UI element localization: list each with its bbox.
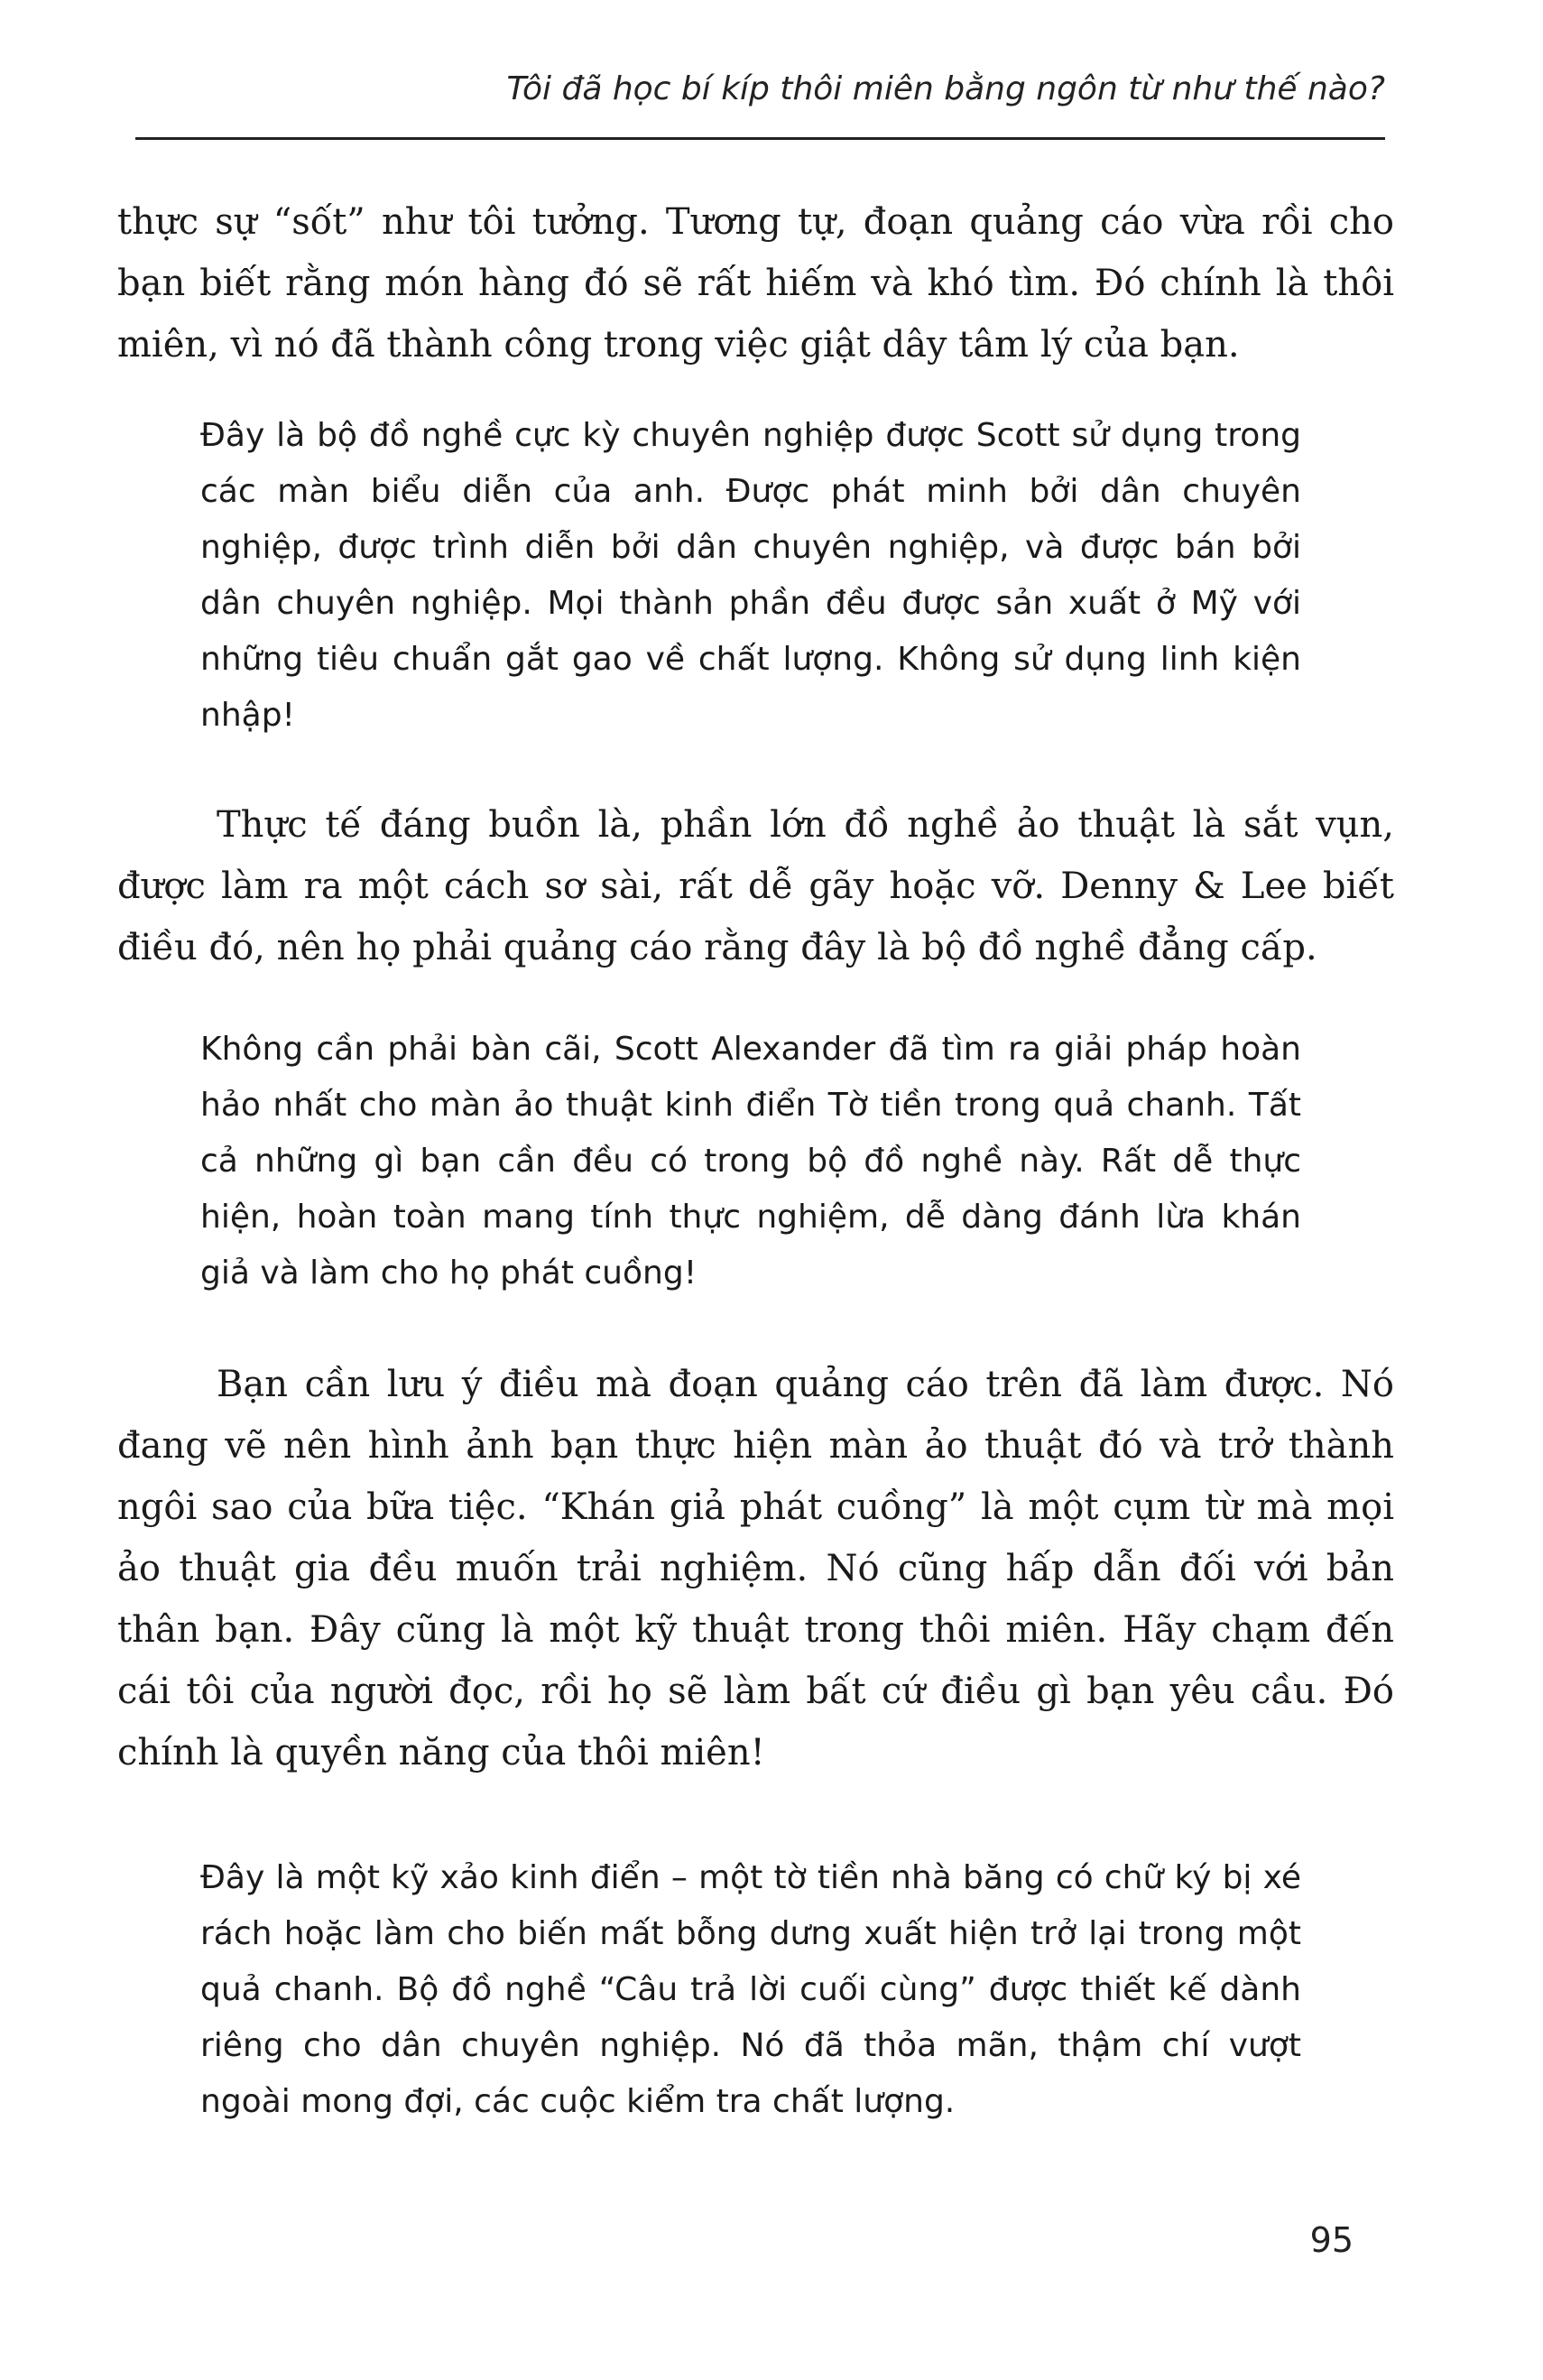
page-number: 95 bbox=[1309, 2220, 1354, 2260]
quote-paragraph-3: Đây là một kỹ xảo kinh điển – một tờ tiền nhà băng có chữ ký bị xé rách hoặc làm cho biến mất bỗng dưng xuất hiện trở lại trong một quả chanh. Bộ đồ nghề “Câu trả lời cuối cùng” được thiết kế dành riêng cho dân chuyên nghiệp. Nó đã thỏa mãn, thậm chí vượt ngoài mong đợi, các cuộc kiểm tra chất lượng. bbox=[200, 1859, 1301, 2120]
body-paragraph-1: thực sự “sốt” như tôi tưởng. Tương tự, đoạn quảng cáo vừa rồi cho bạn biết rằng món hàng đó sẽ rất hiếm và khó tìm. Đó chính là thôi miên, vì nó đã thành công trong việc giật dây tâm lý của bạn. bbox=[117, 201, 1394, 366]
body-paragraph-2: Thực tế đáng buồn là, phần lớn đồ nghề ảo thuật là sắt vụn, được làm ra một cách sơ sài, rất dễ gãy hoặc vỡ. Denny & Lee biết điều đó, nên họ phải quảng cáo rằng đây là bộ đồ nghề đẳng cấp. bbox=[117, 804, 1394, 968]
quote-paragraph-1: Đây là bộ đồ nghề cực kỳ chuyên nghiệp được Scott sử dụng trong các màn biểu diễn của anh. Được phát minh bởi dân chuyên nghiệp, được trình diễn bởi dân chuyên nghiệp, và được bán bởi dân chuyên nghiệp. Mọi thành phần đều được sản xuất ở Mỹ với những tiêu chuẩn gắt gao về chất lượng. Không sử dụng linh kiện nhập! bbox=[200, 417, 1301, 734]
header-rule bbox=[135, 137, 1385, 140]
quote-paragraph-2: Không cần phải bàn cãi, Scott Alexander đã tìm ra giải pháp hoàn hảo nhất cho màn ảo thuật kinh điển Tờ tiền trong quả chanh. Tất cả những gì bạn cần đều có trong bộ đồ nghề này. Rất dễ thực hiện, hoàn toàn mang tính thực nghiệm, dễ dàng đánh lừa khán giả và làm cho họ phát cuồng! bbox=[200, 1031, 1301, 1292]
running-header: Tôi đã học bí kíp thôi miên bằng ngôn từ như thế nào? bbox=[506, 70, 1385, 107]
body-paragraph-3: Bạn cần lưu ý điều mà đoạn quảng cáo trên đã làm được. Nó đang vẽ nên hình ảnh bạn thực hiện màn ảo thuật đó và trở thành ngôi sao của bữa tiệc. “Khán giả phát cuồng” là một cụm từ mà mọi ảo thuật gia đều muốn trải nghiệm. Nó cũng hấp dẫn đối với bản thân bạn. Đây cũng là một kỹ thuật trong thôi miên. Hãy chạm đến cái tôi của người đọc, rồi họ sẽ làm bất cứ điều gì bạn yêu cầu. Đó chính là quyền năng của thôi miên! bbox=[117, 1364, 1394, 1773]
